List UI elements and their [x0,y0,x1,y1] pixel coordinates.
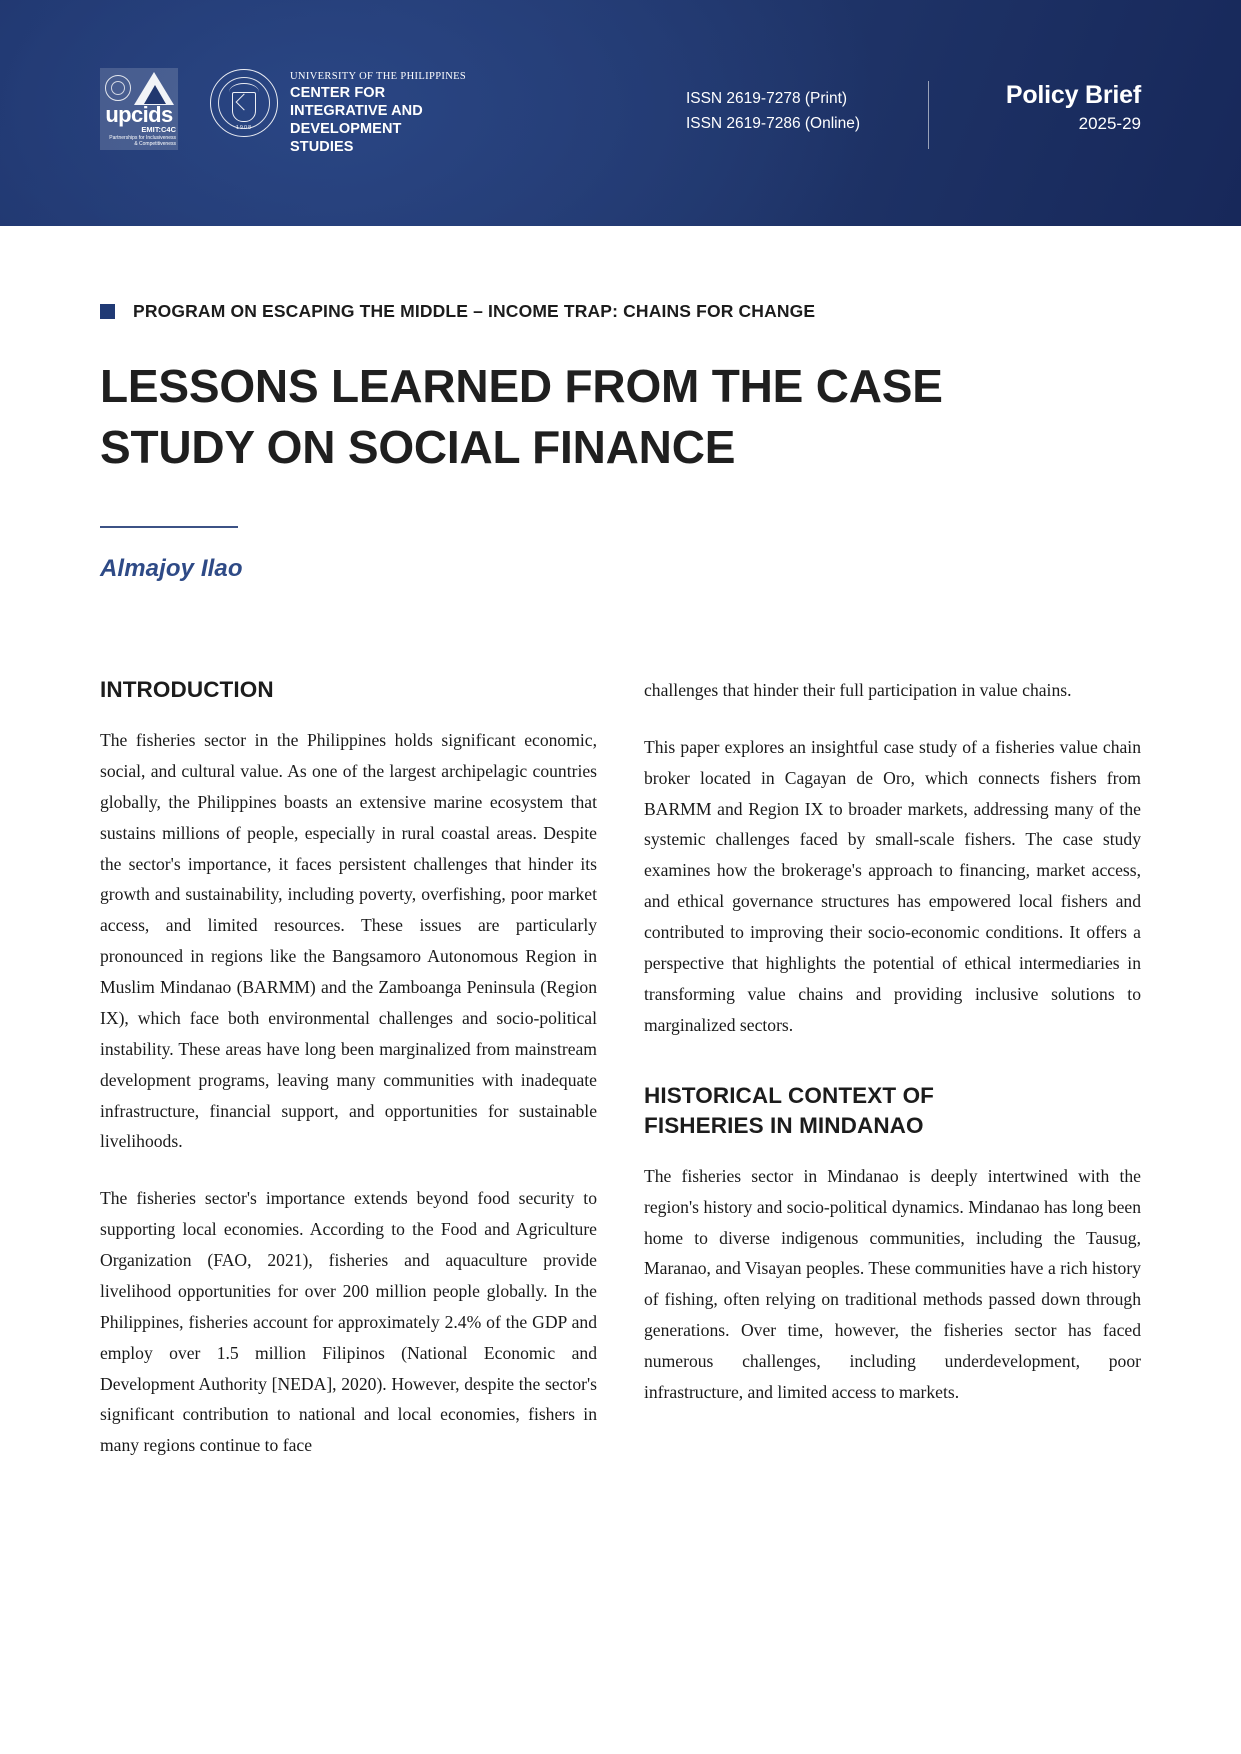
program-label: PROGRAM ON ESCAPING THE MIDDLE – INCOME TRAP: CHAINS FOR CHANGE [133,301,816,321]
policy-brief-label: Policy Brief [1005,81,1141,109]
up-center-line4: STUDIES [290,138,354,155]
column-right [644,675,1141,1461]
page-header-band [0,0,1241,226]
upcids-logo [100,68,178,150]
up-center-line1: CENTER FOR [290,84,386,101]
up-center-name [290,85,466,157]
up-cids-logo [210,63,466,157]
section-heading-line1: HISTORICAL CONTEXT OF [644,1082,935,1108]
up-seal-eagle-icon [229,83,259,92]
up-center-line2: INTEGRATIVE AND [290,102,423,119]
upcids-wordmark: upcids [105,102,173,127]
policy-brief-block [929,63,1141,137]
title-divider-rule [100,526,238,528]
up-seal-icon [210,69,278,137]
section-heading-introduction: INTRODUCTION [100,676,274,702]
paragraph: The fisheries sector's importance extends beyond food security to supporting local economies. According to the Food and Agriculture Organization (FAO, 2021), fisheries and aquaculture provide livelihood opportunities for over 200 million people globally. In the Philippines, fisheries account for approximately 2.4% of the GDP and employ over 1.5 million Filipinos (National Economic and Development Authority [NEDA], 2020). However, despite the sector's significant contribution to national and local economies, fishers in many regions continue to face [100,1188,597,1456]
upcids-tagline [100,135,176,148]
upcids-tagline-line1: Partnerships for Inclusiveness [109,135,176,141]
program-label-row [100,301,1141,322]
policy-brief-number: 2025-29 [1078,114,1141,133]
issn-block [686,63,928,137]
upcids-tagline-line2: & Competitiveness [134,141,176,148]
issn-online: ISSN 2619-7286 (Online) [685,114,860,132]
page-title: LESSONS LEARNED FROM THE CASE STUDY ON SOCIAL FINANCE [100,360,943,474]
author-name: Almajoy Ilao [100,554,243,582]
up-seal-year: 1908 [235,125,253,131]
up-seal-shield-icon [232,92,256,122]
issn-print: ISSN 2619-7278 (Print) [685,90,848,107]
up-center-line3: DEVELOPMENT [290,120,402,137]
section-heading-line2: FISHERIES IN MINDANAO [644,1112,924,1138]
section-heading-historical-context [644,1081,1141,1141]
upcids-program-code: EMIT:C4C [141,125,176,134]
up-university-name: UNIVERSITY OF THE PHILIPPINES [290,71,467,82]
paragraph: This paper explores an insightful case study of a fisheries value chain broker located in Cagayan de Oro, which connects fishers from BARMM and Region IX to broader markets, addressing many of the systemic challenges faced by small-scale fishers. The case study examines how the brokerage's approach to financing, market access, and ethical governance structures has empowered local fishers and contributed to improving their socio-economic conditions. It offers a perspective that highlights the potential of ethical intermediaries in transforming value chains and providing inclusive solutions to marginalized sectors. [644,736,1141,1035]
paragraph: challenges that hinder their full participation in value chains. [644,679,1072,700]
upcids-seal-icon [105,75,131,101]
program-bullet-icon [100,304,115,319]
column-left [100,675,597,1461]
header-content [100,63,1141,163]
paragraph: The fisheries sector in Mindanao is deeply intertwined with the region's history and socio-political dynamics. Mindanao has long been home to diverse indigenous communities, including the Tausug, Maranao, and Visayan peoples. These communities have a rich history of fishing, often relying on traditional methods passed down through generations. Over time, however, the fisheries sector has faced numerous challenges, including underdevelopment, poor infrastructure, and limited access to markets. [644,1165,1141,1402]
two-column-body [100,675,1141,1461]
page-body [0,301,1241,1461]
up-cids-wordmark [290,63,466,157]
paragraph: The fisheries sector in the Philippines holds significant economic, social, and cultural value. As one of the largest archipelagic countries globally, the Philippines boasts an extensive marine ecosystem that sustains millions of people, especially in rural coastal areas. Despite the sector's importance, it faces persistent challenges that hinder its growth and sustainability, including poverty, overfishing, poor market access, and limited resources. These issues are particularly pronounced in regions like the Bangsamoro Autonomous Region in Muslim Mindanao (BARMM) and the Zamboanga Peninsula (Region IX), which face both environmental challenges and socio-political instability. These areas have long been marginalized from mainstream development programs, leaving many communities with inadequate infrastructure, financial support, and opportunities for sustainable livelihoods. [100,730,597,1152]
